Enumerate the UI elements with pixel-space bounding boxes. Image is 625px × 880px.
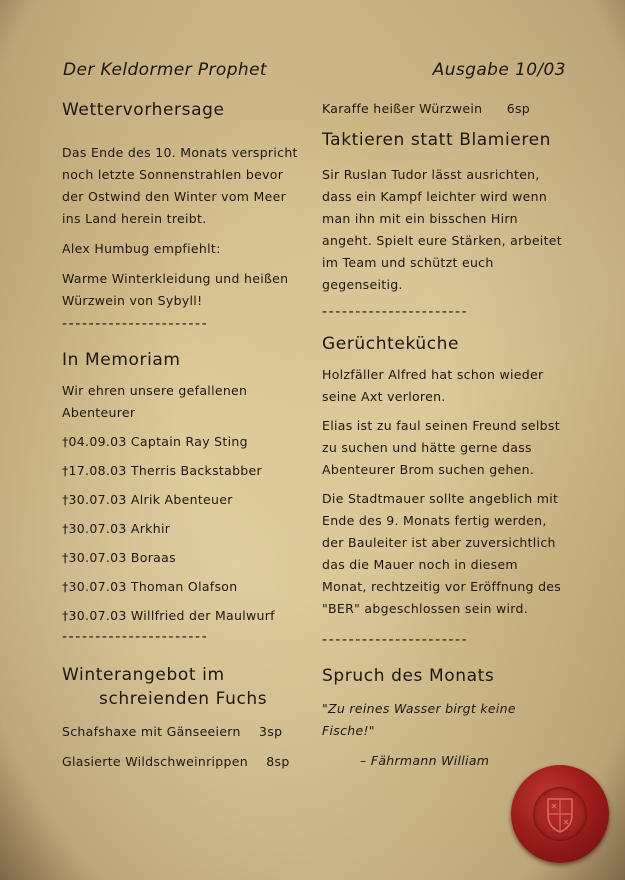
menu-item-name: Karaffe heißer Würzwein <box>322 101 483 116</box>
recommend-heading: Alex Humbug empfiehlt: <box>62 241 221 256</box>
tactics-text: Sir Ruslan Tudor lässt ausrichten, dass ein Kampf leichter wird wenn man ihn mit ein bisschen Hirn angeht. Spielt eure Stärken, arbeitet im Team und schützt euch gegenseitig. <box>322 167 562 292</box>
recommend-text: Warme Winterkleidung und heißen Würzwein von Sybyll! <box>62 271 289 308</box>
menu-item-name: Glasierte Wildschweinrippen <box>62 754 248 769</box>
rumors-section <box>322 332 564 620</box>
quote-text: "Zu reines Wasser birgt keine Fische!" <box>322 701 516 738</box>
wax-seal <box>511 765 609 863</box>
rumor-item: Holzfäller Alfred hat schon wieder seine Axt verloren. <box>322 367 544 404</box>
memorial-entry: †30.07.03 Thoman Olafson <box>62 579 238 594</box>
menu-item <box>322 98 564 120</box>
memorial-entry: †17.08.03 Therris Backstabber <box>62 463 262 478</box>
weather-heading: Wettervorhersage <box>62 100 225 120</box>
memoriam-section <box>62 348 298 627</box>
memorial-entry: †04.09.03 Captain Ray Sting <box>62 434 248 449</box>
newspaper-header <box>63 60 566 86</box>
left-column <box>62 98 298 773</box>
tactics-heading: Taktieren statt Blamieren <box>322 130 552 150</box>
menu-item-price: 8sp <box>266 754 290 769</box>
section-divider: ---------------------- <box>322 632 469 648</box>
quote-heading: Spruch des Monats <box>322 666 495 686</box>
offer-heading-line1: Winterangebot im <box>62 665 225 685</box>
seal-crest-icon <box>533 787 587 841</box>
menu-item-name: Schafshaxe mit Gänseeiern <box>62 724 241 739</box>
menu-item <box>62 751 298 773</box>
weather-text: Das Ende des 10. Monats verspricht noch letzte Sonnenstrahlen bevor der Ostwind den Winter vom Meer ins Land herein treibt. <box>62 145 298 226</box>
offer-section <box>62 663 298 773</box>
menu-item-price: 3sp <box>259 724 283 739</box>
rumors-heading: Gerüchteküche <box>322 334 460 354</box>
section-divider: ---------------------- <box>62 316 209 332</box>
section-divider: ---------------------- <box>322 304 469 320</box>
tactics-section <box>322 128 564 296</box>
quote-author: – Fährmann William <box>360 753 490 768</box>
rumor-item: Elias ist zu faul seinen Freund selbst zu suchen und hätte gerne dass Abenteurer Brom suchen gehen. <box>322 418 560 477</box>
right-column <box>322 98 564 772</box>
memorial-entry: †30.07.03 Alrik Abenteuer <box>62 492 233 507</box>
menu-item <box>62 721 298 743</box>
menu-item-price: 6sp <box>506 101 531 116</box>
weather-section <box>62 98 298 312</box>
issue-number: Ausgabe 10/03 <box>432 60 566 80</box>
newspaper-title: Der Keldormer Prophet <box>63 60 267 80</box>
memorial-entry: †30.07.03 Arkhir <box>62 521 171 536</box>
quote-section <box>322 664 564 772</box>
rumor-item: Die Stadtmauer sollte angeblich mit Ende des 9. Monats fertig werden, der Bauleiter ist aber zuversichtlich das die Mauer noch in diesem Monat, rechtzeitig vor Eröffnung des "BER" abgeschlossen sein wird. <box>322 491 562 616</box>
offer-heading-line2: schreienden Fuchs <box>99 689 268 709</box>
memoriam-heading: In Memoriam <box>62 350 181 370</box>
section-divider: ---------------------- <box>62 629 209 645</box>
memorial-entry: †30.07.03 Willfried der Maulwurf <box>62 608 275 623</box>
memorial-entry: †30.07.03 Boraas <box>62 550 176 565</box>
memoriam-intro: Wir ehren unsere gefallenen Abenteurer <box>62 383 248 420</box>
